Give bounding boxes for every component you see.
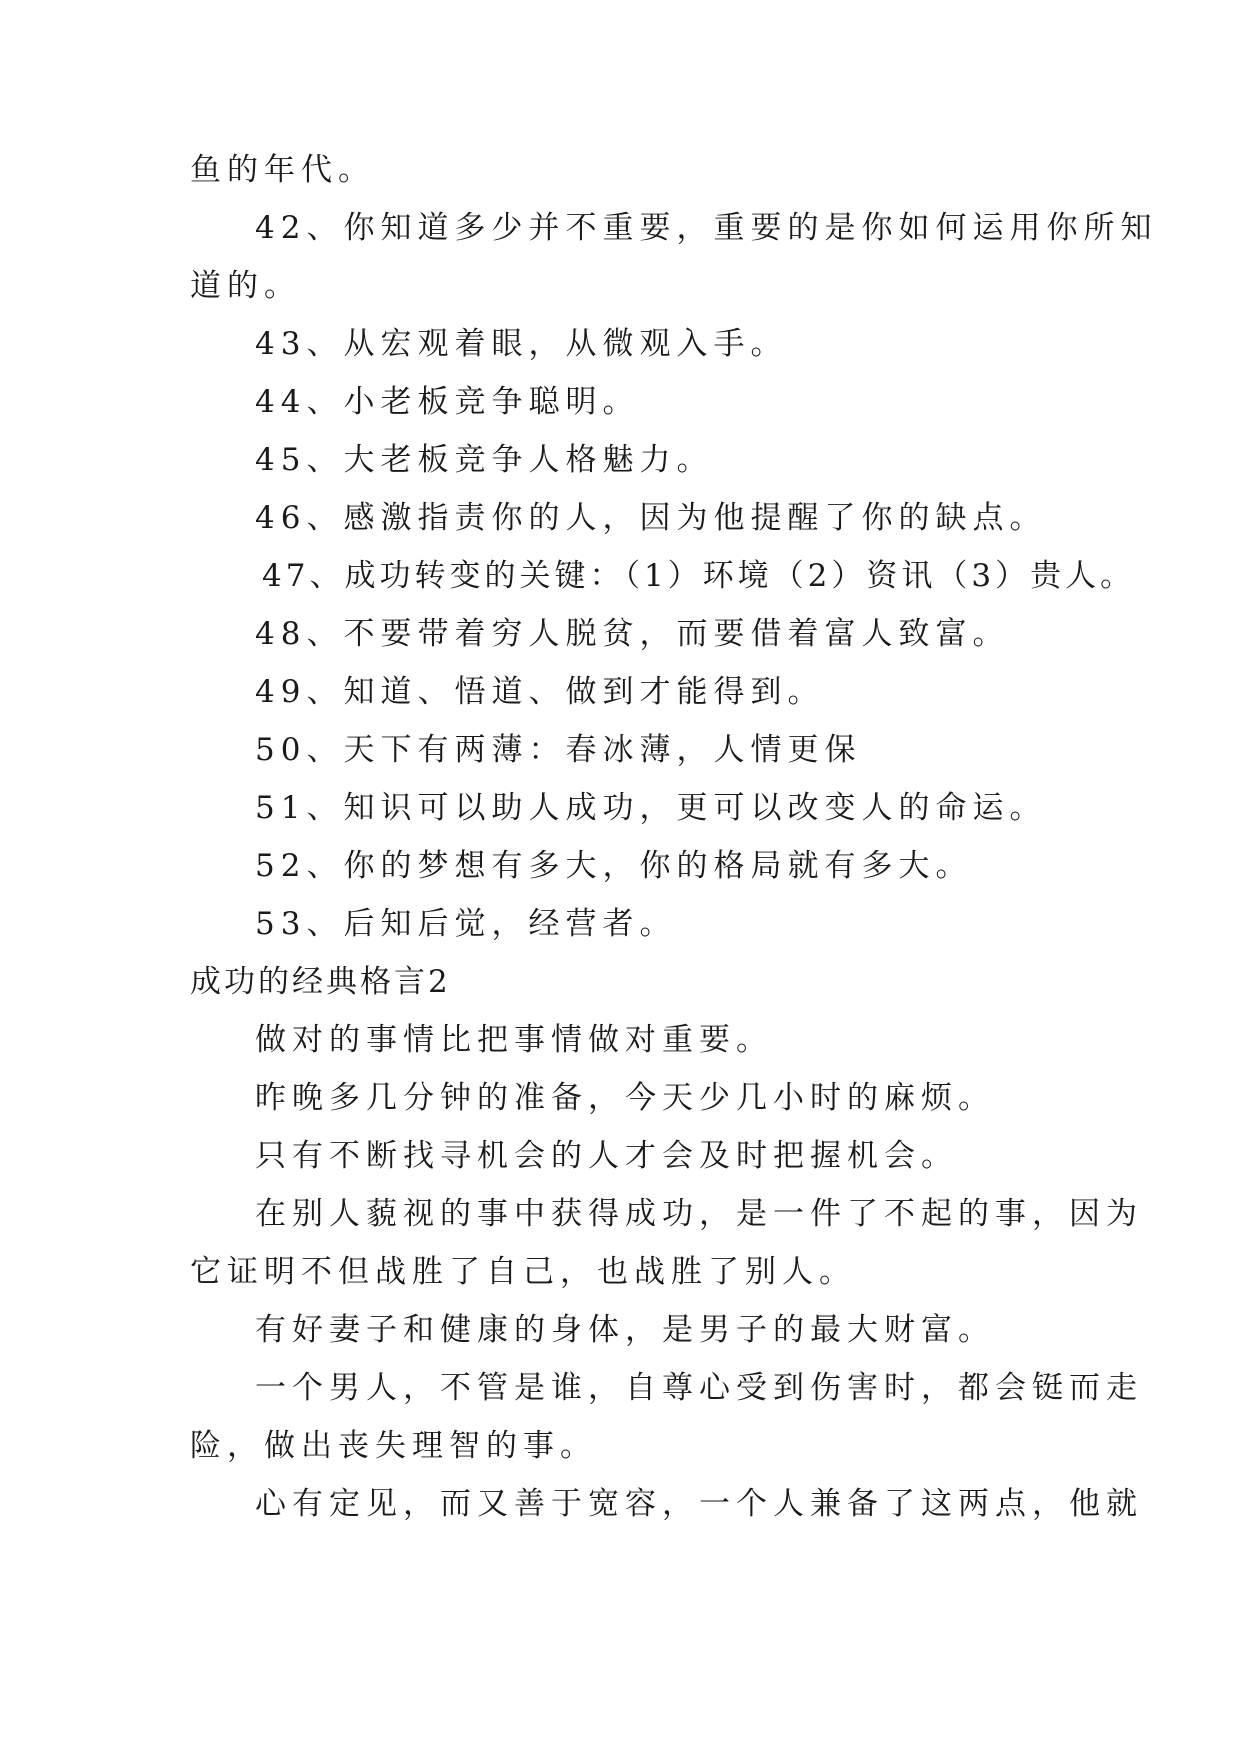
text-line: 53、后知后觉，经营者。 [255,906,677,942]
text-line: 44、小老板竞争聪明。 [255,384,640,420]
text-line: 心有定见，而又善于宽容，一个人兼备了这两点，他就 [255,1486,1143,1522]
text-line: 47、成功转变的关键：（1）环境（2）资讯（3）贵人。 [262,558,1136,594]
text-line: 鱼的年代。 [190,152,375,188]
text-line: 50、天下有两薄：春冰薄，人情更保 [255,732,862,768]
text-line: 有好妻子和健康的身体，是男子的最大财富。 [255,1312,995,1348]
text-line: 做对的事情比把事情做对重要。 [255,1022,773,1058]
text-line: 一个男人，不管是谁，自尊心受到伤害时，都会铤而走 [255,1370,1143,1406]
text-line: 昨晚多几分钟的准备，今天少几小时的麻烦。 [255,1080,995,1116]
section-heading: 成功的经典格言2 [190,964,451,1000]
text-line: 45、大老板竞争人格魅力。 [255,442,714,478]
text-line: 只有不断找寻机会的人才会及时把握机会。 [255,1138,958,1174]
text-line: 51、知识可以助人成功，更可以改变人的命运。 [255,790,1047,826]
text-line: 42、你知道多少并不重要，重要的是你如何运用你所知 [255,210,1158,246]
text-line: 险，做出丧失理智的事。 [190,1428,597,1464]
text-line: 它证明不但战胜了自己，也战胜了别人。 [190,1254,856,1290]
text-line: 道的。 [190,268,301,304]
text-line: 52、你的梦想有多大，你的格局就有多大。 [255,848,973,884]
text-line: 46、感激指责你的人，因为他提醒了你的缺点。 [255,500,1047,536]
text-line: 在别人藐视的事中获得成功，是一件了不起的事，因为 [255,1196,1143,1232]
text-line: 48、不要带着穷人脱贫，而要借着富人致富。 [255,616,1010,652]
text-line: 49、知道、悟道、做到才能得到。 [255,674,825,710]
text-line: 43、从宏观着眼，从微观入手。 [255,326,788,362]
